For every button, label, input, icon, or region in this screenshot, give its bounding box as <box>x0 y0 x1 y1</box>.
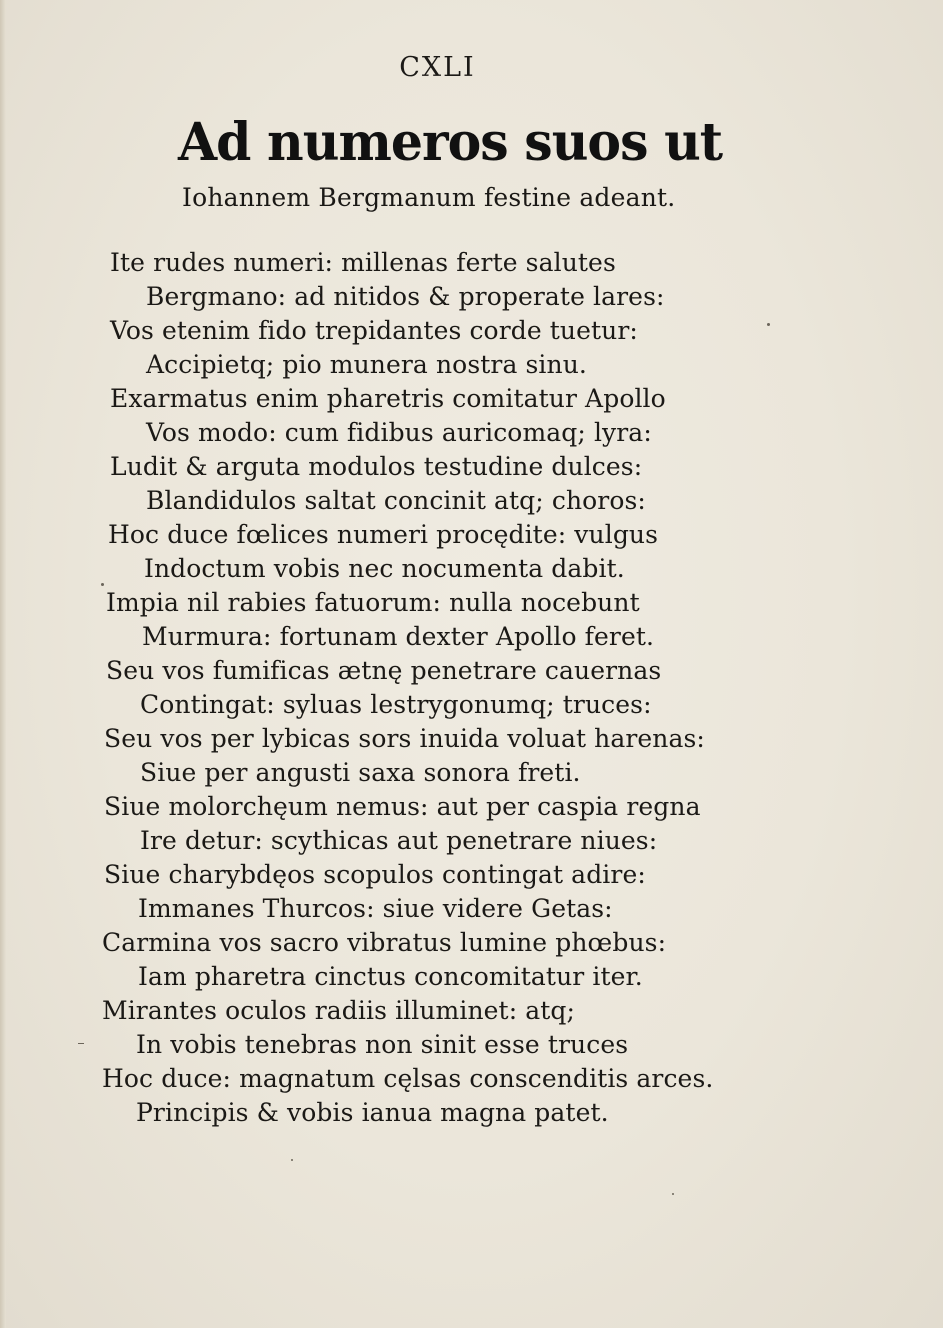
verse-line: Iam pharetra cinctus concomitatur iter. <box>138 962 643 991</box>
paper-speck <box>767 323 770 326</box>
verse-line: Vos etenim fido trepidantes corde tuetur: <box>110 316 638 345</box>
paper-speck <box>78 1043 84 1044</box>
paper-speck <box>291 1159 293 1161</box>
verse-line: Bergmano: ad nitidos & properate lares: <box>146 282 665 311</box>
verse-line: Ire detur: scythicas aut penetrare niues: <box>140 826 658 855</box>
paper-speck <box>101 583 104 586</box>
verse-line: Vos modo: cum fidibus auricomaq; lyra: <box>146 418 652 447</box>
verse-line: Seu vos per lybicas sors inuida voluat harenas: <box>104 724 705 753</box>
verse-line: Impia nil rabies fatuorum: nulla nocebunt <box>106 588 640 617</box>
verse-line: Mirantes oculos radiis illuminet: atq; <box>102 996 576 1025</box>
verse-line: Ludit & arguta modulos testudine dulces: <box>110 452 643 481</box>
verse-line: Seu vos fumificas ætnę penetrare cauernas <box>106 656 662 685</box>
verse-line: Exarmatus enim pharetris comitatur Apollo <box>110 384 666 413</box>
verse-line: Siue charybdęos scopulos contingat adire: <box>104 860 646 889</box>
page-edge-shadow <box>0 0 6 1328</box>
verse-line: Indoctum vobis nec nocumenta dabit. <box>144 554 625 583</box>
verse-line: Siue molorchęum nemus: aut per caspia regna <box>104 792 701 821</box>
verse-line: Hoc duce fœlices numeri procędite: vulgus <box>108 520 659 549</box>
verse-line: Carmina vos sacro vibratus lumine phœbus: <box>102 928 667 957</box>
page-number: CXLI <box>399 52 476 83</box>
verse-line: Hoc duce: magnatum cęlsas conscenditis arces. <box>102 1064 714 1093</box>
verse-line: Blandidulos saltat concinit atq; choros: <box>146 486 646 515</box>
verse-line: In vobis tenebras non sinit esse truces <box>136 1030 629 1059</box>
verse-line: Contingat: syluas lestrygonumq; truces: <box>140 690 652 719</box>
verse-line: Murmura: fortunam dexter Apollo feret. <box>142 622 655 651</box>
verse-line: Siue per angusti saxa sonora freti. <box>140 758 581 787</box>
paper-speck <box>672 1193 674 1195</box>
verse-line: Principis & vobis ianua magna patet. <box>136 1098 609 1127</box>
verse-line: Accipietq; pio munera nostra sinu. <box>146 350 587 379</box>
poem-subtitle: Iohannem Bergmanum festine adeant. <box>182 183 676 212</box>
verse-line: Ite rudes numeri: millenas ferte salutes <box>110 248 616 277</box>
poem-title: Ad numeros suos ut <box>178 112 723 173</box>
verse-line: Immanes Thurcos: siue videre Getas: <box>138 894 613 923</box>
